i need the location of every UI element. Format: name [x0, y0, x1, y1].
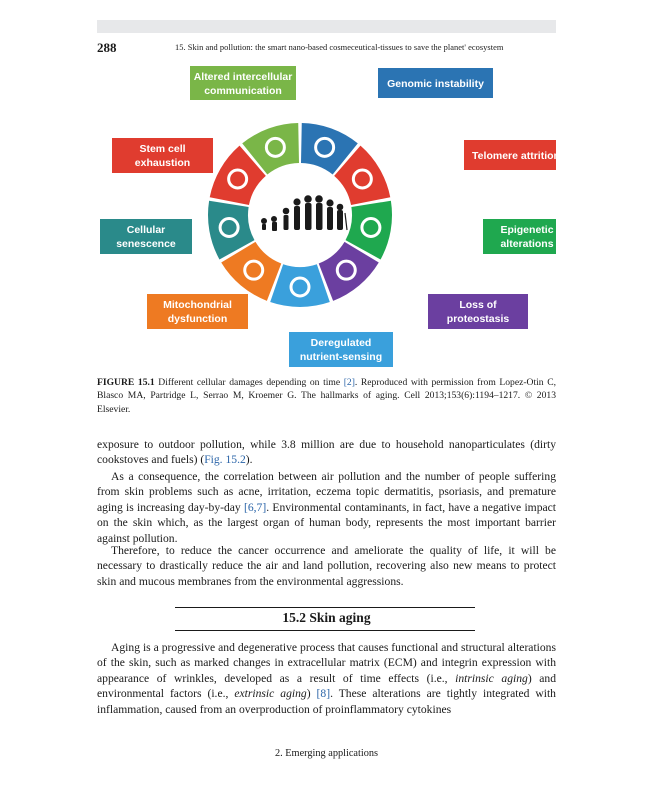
label-stem-cell-1: Stem cell — [139, 143, 186, 155]
hallmarks-figure — [97, 60, 556, 370]
segment-deregulated-nutrient-sensing — [270, 264, 330, 307]
p4-ref[interactable]: [8] — [316, 687, 331, 701]
paragraph-1 — [97, 437, 556, 468]
label-telomere-attrition: Telomere attrition — [472, 150, 556, 162]
label-epigenetic-2: alterations — [500, 238, 554, 250]
paragraph-2 — [97, 469, 556, 546]
p2-text: As a consequence, the correlation between air pollution and the number of people suffering from skin problems such as acne, irritation, eczema topic dermatitis, psoriasis, and premature aging is increasing day-by-day — [97, 470, 556, 514]
label-proteostasis-1: Loss of — [459, 299, 497, 311]
figure-label: FIGURE 15.1 — [97, 377, 155, 388]
p4-intrinsic: intrinsic aging — [455, 671, 528, 685]
section-rule-bottom — [175, 630, 475, 631]
running-head: 15. Skin and pollution: the smart nano-based cosmeceutical-tissues to save the planet' ecosystem — [175, 43, 504, 52]
label-altered-communication-2: communication — [204, 85, 282, 97]
label-altered-communication-1: Altered intercellular — [193, 71, 293, 83]
label-epigenetic-1: Epigenetic — [500, 224, 554, 236]
label-stem-cell-2: exhaustion — [134, 157, 191, 169]
figure-caption — [97, 376, 556, 416]
p1-end: ). — [245, 453, 253, 467]
top-bar — [97, 20, 556, 33]
caption-ref[interactable]: [2] — [343, 377, 355, 388]
caption-text-before: Different cellular damages depending on time — [158, 377, 341, 388]
label-cellular-1: Cellular — [126, 224, 166, 236]
label-mitochondrial-1: Mitochondrial — [163, 299, 232, 311]
page-header — [97, 40, 556, 56]
p4-d: . These alterations are tightly integrated with inflammation, caused from an overproduction of proinflammatory cytokines — [97, 687, 556, 716]
paragraph-4 — [97, 640, 556, 717]
p1-fig-ref[interactable]: Fig. 15.2 — [204, 453, 246, 467]
section-heading: 15.2 Skin aging — [282, 610, 371, 625]
p4-c: ) — [306, 687, 317, 701]
page-footer: 2. Emerging applications — [274, 748, 379, 759]
label-nutrient-2: nutrient-sensing — [299, 351, 383, 363]
p2-end: . Environmental contaminants, in fact, have a negative impact on the skin which, as the largest organ of human body, represents the most important barrier against pollution. — [97, 500, 556, 545]
p4-b: ) and environmental factors (i.e., — [97, 671, 557, 701]
p4-extrinsic: extrinsic aging — [234, 687, 307, 701]
hallmarks-wheel — [97, 60, 556, 370]
label-proteostasis-2: proteostasis — [446, 313, 510, 325]
p2-ref[interactable]: [6,7] — [244, 500, 267, 514]
p4-a: Aging is a progressive and degenerative process that causes functional and structural alterations of the skin, such as marked changes in extracellular matrix (ECM) and integrin expression with appearance of wrinkles, developed as a result of time effects (i.e., — [97, 641, 556, 685]
p1-text: exposure to outdoor pollution, while 3.8 million are due to household nanoparticulates (dirty cookstoves and fuels) ( — [97, 438, 556, 467]
caption-text-after: . Reproduced with permission from Lopez-Otin C, Blasco MA, Partridge L, Serrao M, Kroemer G. The hallmarks of aging. Cell 2013;153(6):1194–1217. © 2013 Elsevier. — [97, 377, 556, 415]
page-number: 288 — [97, 40, 117, 55]
label-cellular-2: senescence — [116, 238, 176, 250]
label-nutrient-1: Deregulated — [310, 337, 372, 349]
p3-text: Therefore, to reduce the cancer occurrence and ameliorate the quality of life, it will be necessary to drastically reduce the air and land pollution, recovering also new means to protect skin and mucous membranes from the environmental aggressions. — [97, 544, 556, 588]
paragraph-3 — [97, 543, 556, 589]
label-mitochondrial-2: dysfunction — [167, 313, 228, 325]
label-genomic-instability: Genomic instability — [387, 78, 484, 90]
